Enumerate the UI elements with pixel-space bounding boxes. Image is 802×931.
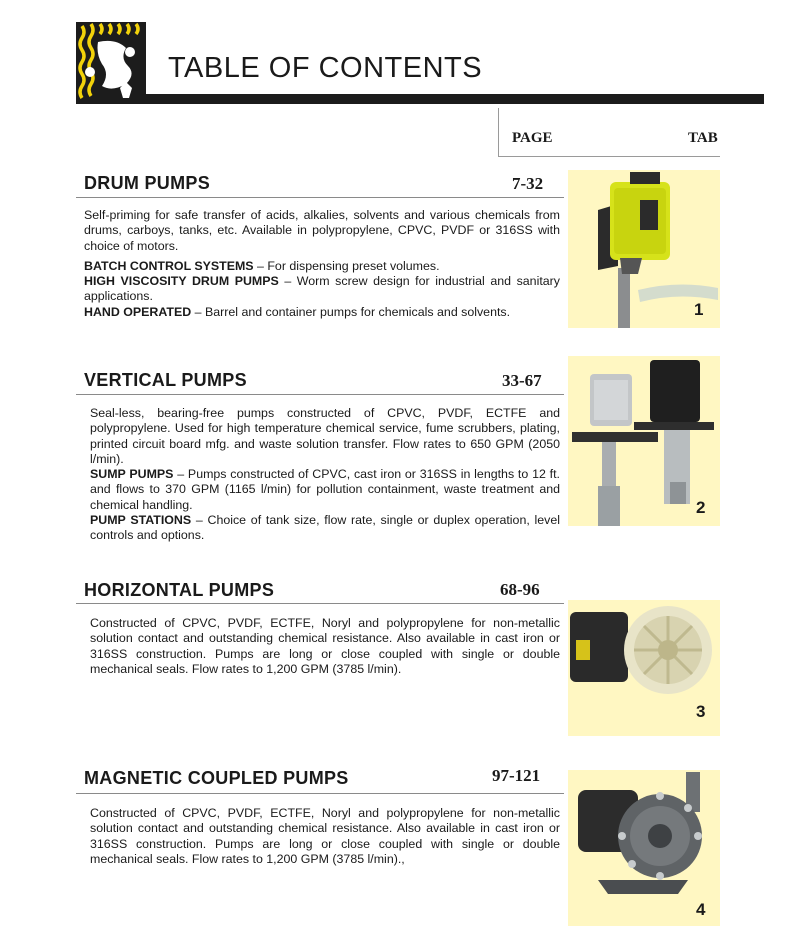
column-divider xyxy=(498,108,499,156)
section-pages-horizontal-pumps: 68-96 xyxy=(500,580,540,599)
section-intro: Constructed of CPVC, PVDF, ECTFE, Noryl and polypropylene for non-metallic solution contact and outstanding chemical resistance. Also available in cast iron or 316SS construction. Pumps are long or close coupled with single or double mechanical seals. Flow rates to 1,200 GPM (3785 l/min)., xyxy=(90,806,560,866)
vertical-pump-image xyxy=(568,356,720,526)
page-column-heading: PAGE xyxy=(512,130,553,146)
section-title-magnetic-coupled-pumps: MAGNETIC COUPLED PUMPS xyxy=(84,768,349,788)
section-title-horizontal-pumps: HORIZONTAL PUMPS xyxy=(84,580,275,600)
section-item: SUMP PUMPS – Pumps constructed of CPVC, cast iron or 316SS in lengths to 12 ft. and flows to 370 GPM (1165 l/min) for pollution containment, waste treatment and chemical handling. xyxy=(90,467,560,512)
magnetic-pump-image xyxy=(568,770,720,926)
section-item: PUMP STATIONS – Choice of tank size, flow rate, single or duplex operation, level controls and options. xyxy=(90,513,560,543)
section-title-drum-pumps: DRUM PUMPS xyxy=(84,173,211,193)
section-rule xyxy=(76,793,564,794)
section-item: HIGH VISCOSITY DRUM PUMPS – Worm screw design for industrial and sanitary applications. xyxy=(84,274,560,304)
drum-pump-image xyxy=(568,170,720,328)
section-intro: Seal-less, bearing-free pumps constructed of CPVC, PVDF, ECTFE and polypropylene. Used for high temperature chemical service, fume scrubbers, plating, printed circuit board mfg. and waste solution transfer. Flow rates to 650 GPM (2050 l/min). xyxy=(90,406,560,466)
section-pages-magnetic-coupled-pumps: 97-121 xyxy=(492,766,541,785)
tab-column-heading: TAB xyxy=(688,130,718,146)
header-rule xyxy=(146,94,764,104)
tab-number: 4 xyxy=(696,900,706,919)
section-item: HAND OPERATED – Barrel and container pumps for chemicals and solvents. xyxy=(84,304,511,319)
section-title-vertical-pumps: VERTICAL PUMPS xyxy=(84,370,247,390)
company-logo xyxy=(76,22,146,104)
section-body-horizontal-pumps xyxy=(90,616,560,677)
tab-number: 2 xyxy=(696,498,706,517)
horizontal-pump-image xyxy=(568,600,720,736)
section-pages-drum-pumps: 7-32 xyxy=(512,174,544,193)
page-title: TABLE OF CONTENTS xyxy=(168,52,483,84)
section-body-drum-pumps xyxy=(84,208,560,320)
section-rule xyxy=(76,394,564,395)
section-intro: Constructed of CPVC, PVDF, ECTFE, Noryl and polypropylene for non-metallic solution contact and outstanding chemical resistance. Also available in cast iron or 316SS construction. Pumps are long or close coupled with single or double mechanical seals. Flow rates to 1,200 GPM (3785 l/min). xyxy=(90,616,560,676)
section-intro: Self-priming for safe transfer of acids, alkalies, solvents and various chemicals from drums, carboys, tanks, etc. Available in polypropylene, CPVC, PVDF or 316SS with choice of motors. xyxy=(84,208,560,253)
column-underline xyxy=(498,156,720,157)
section-item: BATCH CONTROL SYSTEMS – For dispensing preset volumes. xyxy=(84,258,440,273)
section-body-vertical-pumps xyxy=(90,406,560,544)
section-rule xyxy=(76,603,564,604)
tab-number: 1 xyxy=(694,300,704,319)
section-rule xyxy=(76,197,564,198)
section-body-magnetic-coupled-pumps xyxy=(90,806,560,867)
tab-number: 3 xyxy=(696,702,706,721)
section-pages-vertical-pumps: 33-67 xyxy=(502,371,542,390)
